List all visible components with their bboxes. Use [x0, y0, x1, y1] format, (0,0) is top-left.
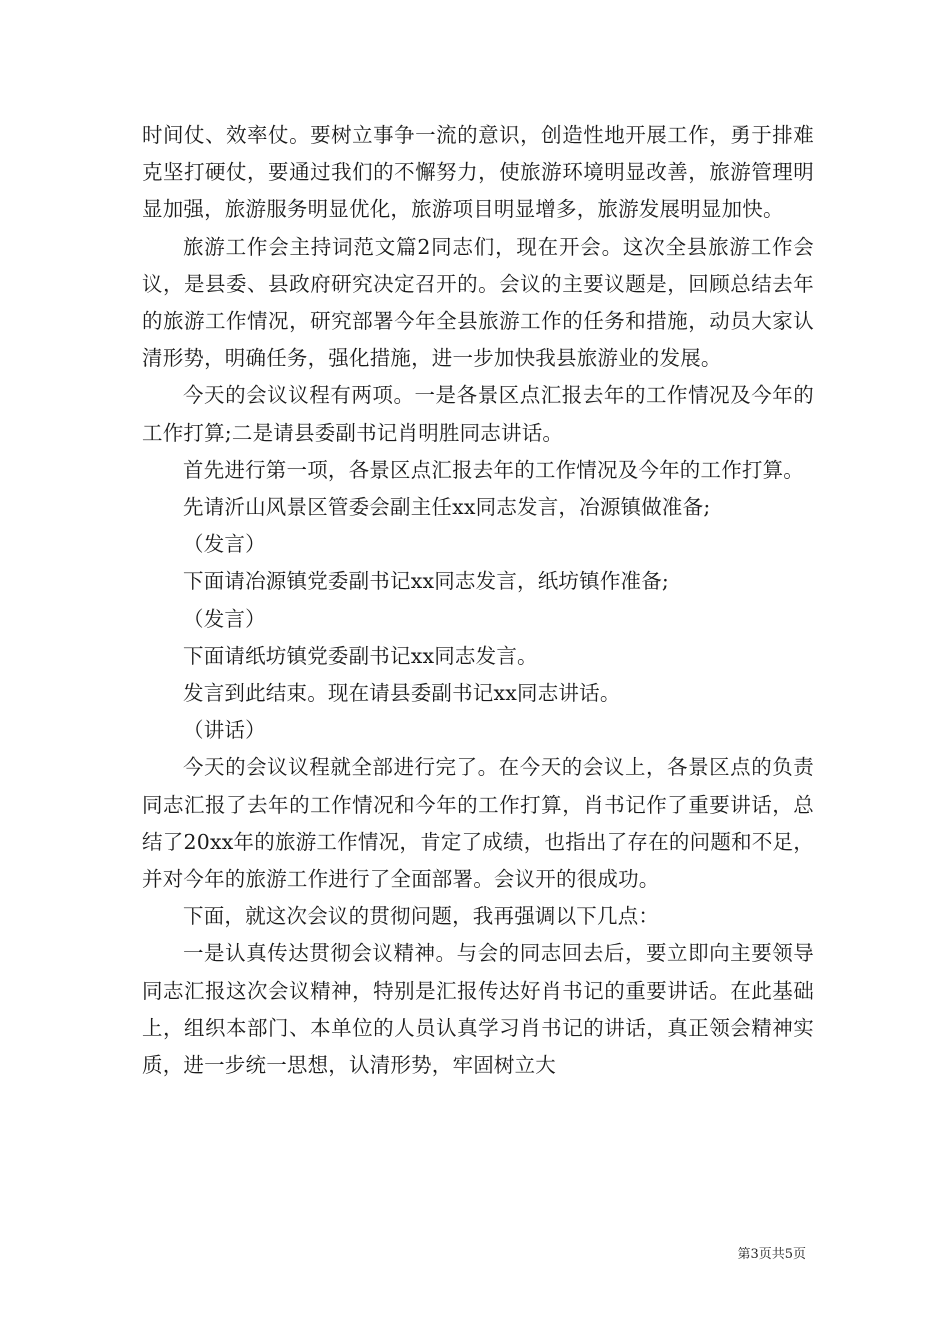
paragraph: 下面请冶源镇党委副书记xx同志发言，纸坊镇作准备;: [183, 569, 670, 594]
paragraph: 今天的会议议程有两项。一是各景区点汇报去年的工作情况及今年的工作打算;二是请县委副书记肖明胜同志讲话。: [142, 383, 814, 445]
page-number-footer: 第3页共5页: [737, 1247, 806, 1262]
paragraph: 下面，就这次会议的贯彻问题，我再强调以下几点：: [183, 904, 660, 929]
paragraph: 一是认真传达贯彻会议精神。与会的同志回去后，要立即向主要领导同志汇报这次会议精神，特别是汇报传达好肖书记的重要讲话。在此基础上，组织本部门、本单位的人员认真学习肖书记的讲话，真正领会精神实质，进一步统一思想，认清形势，牢固树立大: [142, 941, 814, 1078]
paragraph: 旅游工作会主持词范文篇2同志们，现在开会。这次全县旅游工作会议，是县委、县政府研究决定召开的。会议的主要议题是，回顾总结去年的旅游工作情况，研究部署今年全县旅游工作的任务和措施，动员大家认清形势，明确任务，强化措施，进一步加快我县旅游业的发展。: [142, 234, 814, 371]
paragraph: （发言）: [183, 532, 266, 557]
paragraph: （发言）: [183, 606, 266, 631]
paragraph: 首先进行第一项，各景区点汇报去年的工作情况及今年的工作打算。: [183, 457, 804, 482]
document-body: [142, 117, 814, 1084]
paragraph: 先请沂山风景区管委会副主任xx同志发言，冶源镇做准备;: [183, 495, 711, 520]
paragraph: 发言到此结束。现在请县委副书记xx同志讲话。: [183, 681, 621, 706]
paragraph: 时间仗、效率仗。要树立事争一流的意识，创造性地开展工作，勇于排难克坚打硬仗，要通过我们的不懈努力，使旅游环境明显改善，旅游管理明显加强，旅游服务明显优化，旅游项目明显增多，旅游发展明显加快。: [142, 123, 814, 222]
paragraph: （讲话）: [183, 718, 266, 743]
paragraph: 今天的会议议程就全部进行完了。在今天的会议上，各景区点的负责同志汇报了去年的工作情况和今年的工作打算，肖书记作了重要讲话，总结了20xx年的旅游工作情况，肯定了成绩，也指出了存在的问题和不足，并对今年的旅游工作进行了全面部署。会议开的很成功。: [142, 755, 814, 892]
paragraph: 下面请纸坊镇党委副书记xx同志发言。: [183, 643, 538, 668]
